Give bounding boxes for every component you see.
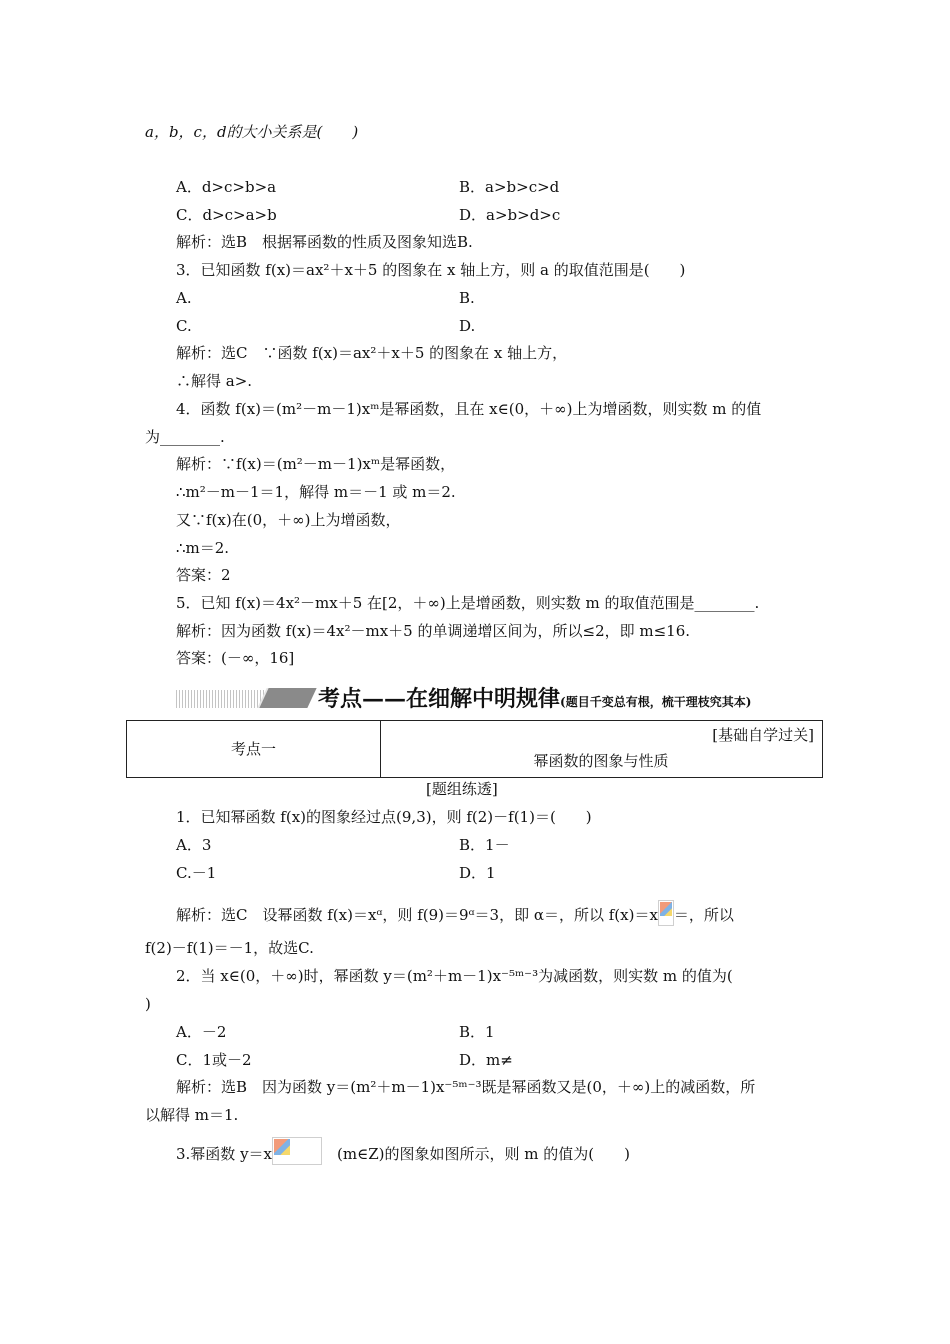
option-d: D.: [459, 317, 476, 335]
image-placeholder-icon: [660, 902, 672, 916]
image-placeholder-icon: [274, 1139, 290, 1155]
option-c: C.－1: [176, 864, 217, 882]
option-a: A．d>c>b>a: [176, 178, 277, 196]
question-part: 3.幂函数 y＝x: [176, 1145, 273, 1163]
question-text: ): [145, 995, 151, 1013]
topic-title: 幂函数的图象与性质: [533, 752, 669, 770]
question-text: 为________.: [145, 428, 225, 446]
banner-subtitle: (题目千变总有根，梳干理枝究其本): [560, 695, 752, 709]
topic-tag: [基础自学过关]: [712, 726, 814, 744]
option-c: C．d>c>a>b: [176, 206, 277, 224]
topic-table: [126, 720, 823, 778]
solution-text: f(2)－f(1)＝－1，故选C.: [145, 939, 314, 957]
solution-text: 解析：∵f(x)＝(m²－m－1)xᵐ是幂函数，: [176, 455, 456, 473]
option-b: B．a>b>c>d: [459, 178, 560, 196]
solution-text: [176, 900, 734, 926]
banner-heading: 考点——在细解中明规律: [318, 686, 561, 712]
solution-text: 解析：选C ∵函数 f(x)＝ax²＋x＋5 的图象在 x 轴上方，: [176, 344, 568, 362]
exercise-group-label: [题组练透]: [426, 780, 498, 798]
solution-text: 以解得 m＝1.: [145, 1106, 239, 1124]
solution-part: ＝，所以: [673, 906, 734, 924]
option-d: D．m≠: [459, 1051, 513, 1069]
question-part: (m∈Z)的图象如图所示，则 m 的值为( ): [337, 1145, 630, 1163]
option-b: B．1－: [459, 836, 510, 854]
question-text: 4．函数 f(x)＝(m²－m－1)xᵐ是幂函数，且在 x∈(0，＋∞)上为增函数，则实数 m 的值: [176, 400, 762, 418]
solution-text: 解析：因为函数 f(x)＝4x²－mx＋5 的单调递增区间为，所以≤2，即 m≤16.: [176, 622, 691, 640]
question-text: a，b，c，d的大小关系是( ): [145, 123, 359, 141]
solution-text: ∴m²－m－1＝1，解得 m＝－1 或 m＝2.: [176, 483, 456, 501]
banner-bar-decoration: [259, 688, 316, 708]
answer-text: 答案：(－∞，16]: [176, 649, 295, 667]
option-b: B.: [459, 289, 475, 307]
option-a: A.: [176, 289, 192, 307]
solution-text: 解析：选B 因为函数 y＝(m²＋m－1)x⁻⁵ᵐ⁻³既是幂函数又是(0，＋∞)上的减函数，所: [176, 1078, 756, 1096]
option-d: D．1: [459, 864, 496, 882]
option-a: A．3: [176, 836, 212, 854]
solution-text: ∴m＝2.: [176, 539, 230, 557]
banner-hatch-decoration: [176, 690, 268, 708]
question-text: 5．已知 f(x)＝4x²－mx＋5 在[2，＋∞)上是增函数，则实数 m 的取值范围是________.: [176, 594, 760, 612]
topic-label: 考点一: [230, 740, 276, 758]
option-a: A．－2: [176, 1023, 227, 1041]
question-text: 3．已知函数 f(x)＝ax²＋x＋5 的图象在 x 轴上方，则 a 的取值范围是( ): [176, 261, 686, 279]
question-text: 2．当 x∈(0，＋∞)时，幂函数 y＝(m²＋m－1)x⁻⁵ᵐ⁻³为减函数，则实数 m 的值为(: [176, 967, 733, 985]
solution-text: 解析：选B 根据幂函数的性质及图象知选B.: [176, 233, 473, 251]
option-d: D．a>b>d>c: [459, 206, 561, 224]
exponent-image-icon: [272, 1137, 322, 1165]
solution-text: 又∵f(x)在(0，＋∞)上为增函数，: [176, 511, 401, 529]
question-text: 1．已知幂函数 f(x)的图象经过点(9,3)，则 f(2)－f(1)＝( ): [176, 808, 592, 826]
question-text: [176, 1137, 630, 1165]
formula-image-icon: [658, 900, 674, 926]
answer-text: 答案：2: [176, 566, 231, 584]
banner-title: [318, 684, 751, 717]
option-c: C.: [176, 317, 192, 335]
section-banner: [176, 684, 816, 714]
solution-part: 解析：选C 设幂函数 f(x)＝xᵅ，则 f(9)＝9ᵅ＝3，即 α＝，所以 f(x)＝x: [176, 906, 658, 924]
solution-text: ∴解得 a>.: [176, 372, 253, 390]
option-c: C．1或－2: [176, 1051, 252, 1069]
option-b: B．1: [459, 1023, 495, 1041]
